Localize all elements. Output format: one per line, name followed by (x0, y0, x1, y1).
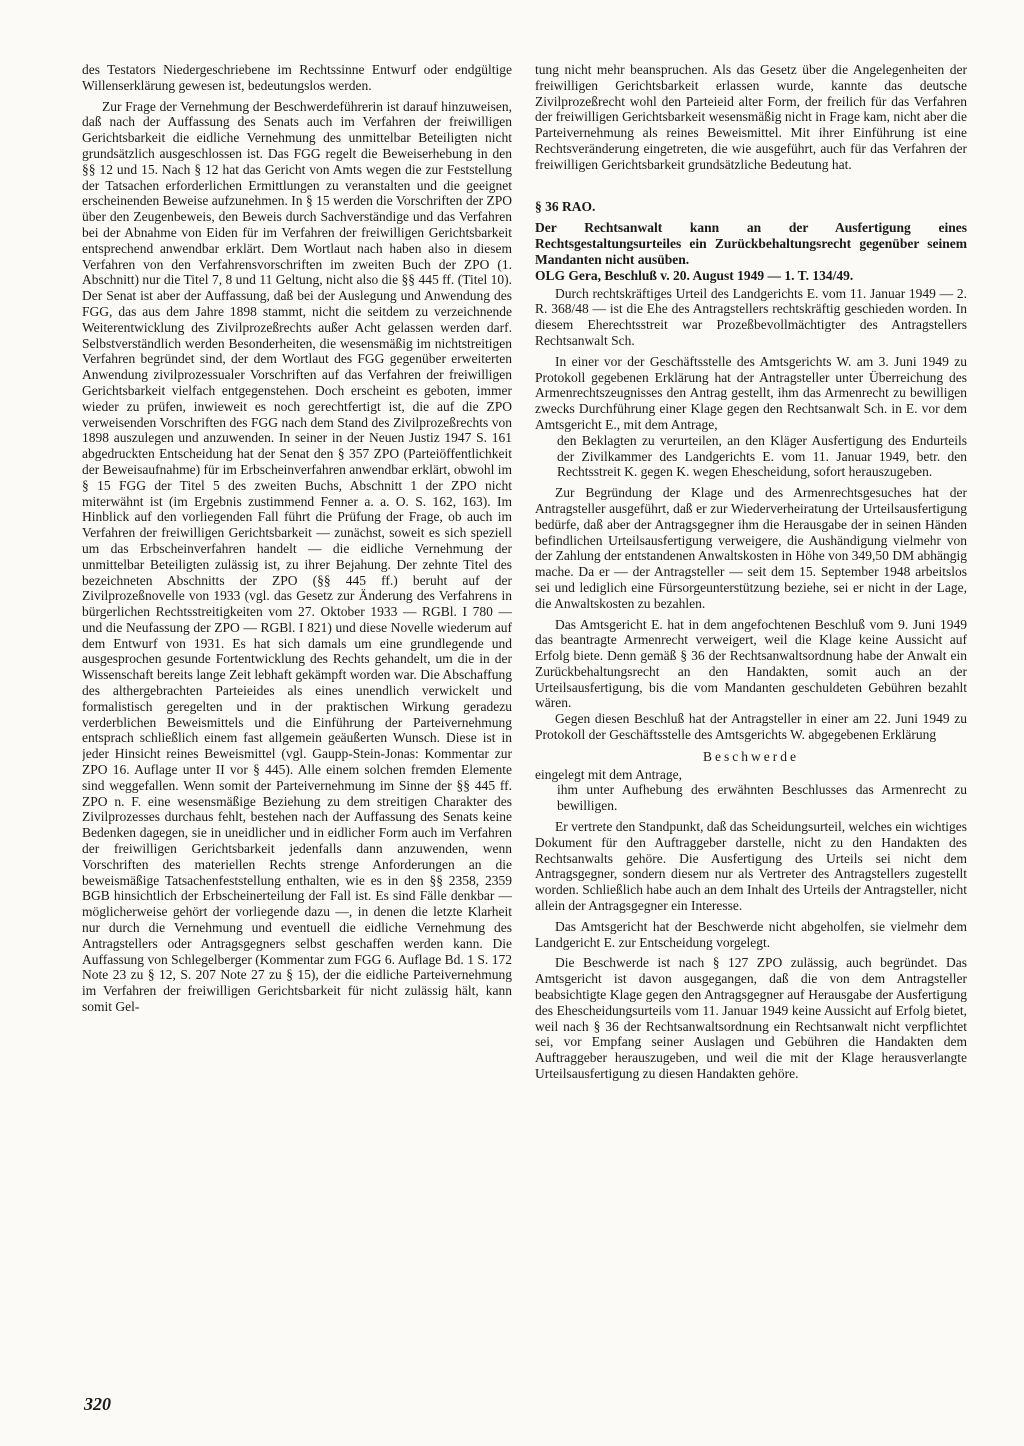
left-para-2: Zur Frage der Vernehmung der Beschwerdeführerin ist darauf hinzuweisen, daß nach der Auffassung des Senats auch im Verfahren der freiwilligen Gerichtsbarkeit die eidliche Vernehmung des unmittelbar Beteiligten nicht grundsätzlich ausgeschlossen ist. Das FGG regelt die Beweiserhebung in den §§ 12 und 15. Nach § 12 hat das Gericht von Amts wegen die zur Feststellung der Tatsachen erforderlichen Ermittlungen zu veranstalten und die geeignet erscheinenden Beweise aufzunehmen. In § 15 werden die Vorschriften der ZPO über den Zeugenbeweis, den Beweis durch Sachverständige und das Verfahren bei der Abnahme von Eiden für im Verfahren der freiwilligen Gerichtsbarkeit entsprechend anwendbar erklärt. Dem Wortlaut nach haben also in diesem Verfahren von den Verfahrensvorschriften im zweiten Buch der ZPO (1. Abschnitt) nur die Titel 7, 8 und 11 Geltung, nicht also die §§ 445 ff. (Titel 10). Der Senat ist aber der Auffassung, daß bei der Auslegung und Anwendung des FGG, das aus dem Jahre 1898 stammt, nicht die seitdem zu verzeichnende Weiterentwicklung des Zivilprozeßrechts außer Acht gelassen werden darf. Selbstverständlich werden Besonderheiten, die wesensmäßig im nichtstreitigen Verfahren begründet sind, der dem Wortlaut des FGG gegenüber erweiterten Anwendung zivilprozessualer Vorschriften auf das Verfahren der freiwilligen Gerichtsbarkeit vielfach entgegenstehen. Doch erscheint es geboten, immer wieder zu prüfen, inwieweit es noch gerechtfertigt ist, die auf die ZPO verweisenden Vorschriften des FGG nach dem Stand des Zivilprozeßrechts von 1898 auszulegen und anzuwenden. In seiner in der Neuen Justiz 1947 S. 161 abgedruckten Entscheidung hat der Senat den § 357 ZPO (Parteiöffentlichkeit der Beweisaufnahme) für im Erbscheinverfahren anwendbar erklärt, obwohl im § 15 FGG der Titel 5 des zweiten Buchs, Abschnitt 1 der ZPO nicht miterwähnt ist (im Ergebnis zustimmend Fenner a. a. O. S. 162, 163). Im Hinblick auf den vorliegenden Fall führt die Prüfung der Frage, ob auch im Verfahren der freiwilligen Gerichtsbarkeit — zunächst, soweit es sich speziell um das Erbscheinverfahren handelt — die eidliche Vernehmung der unmittelbar Beteiligten zulässig ist, zu ihrer Bejahung. Der zehnte Titel des bezeichneten Abschnitts der ZPO (§§ 445 ff.) beruht auf der Zivilprozeßnovelle von 1933 (vgl. das Gesetz zur Änderung des Verfahrens in bürgerlichen Rechtsstreitigkeiten vom 27. Oktober 1933 — RGBl. I 780 — und die Neufassung der ZPO — RGBl. I 821) und diese Novelle wiederum auf dem Entwurf von 1931. Es hat sich damals um eine grundlegende und ausgesprochen gesunde Fortentwicklung des Rechts gehandelt, um die in der Wissenschaft bereits lange Zeit lebhaft gekämpft worden war. Die Abschaffung des althergebrachten Parteieides als eines unendlich verwickelt und formalistisch geregelten und in der praktischen Wirkung geradezu verderblichen Beweismittels und die Einführung der Parteivernehmung entsprach schließlich einem fast allgemein geäußerten Wunsch. Diese ist in jeder Hinsicht reines Beweismittel (vgl. Gaupp-Stein-Jonas: Kommentar zur ZPO 16. Auflage unter II vor § 445). Alle einem solchen fremden Elemente sind weggefallen. Wenn somit der Parteivernehmung im Sinne der §§ 445 ff. ZPO n. F. eine wesensmäßige Beziehung zu dem streitigen Charakter des Zivilprozesses durchaus fehlt, bestehen nach der Auffassung des Senats keine Bedenken dagegen, sie in uneidlicher und in eidlicher Form auch im Verfahren der freiwilligen Gerichtsbarkeit jedenfalls dann anzuwenden, wenn Vorschriften des materiellen Rechts strenge Anforderungen an die beweismäßige Tatsachenfeststellung enthalten, wie es in den §§ 2358, 2359 BGB hinsichtlich der Erbscheinerteilung der Fall ist. Es sind Fälle denkbar — möglicherweise gehört der vorliegende dazu —, in denen die letzte Klarheit nur durch die Vernehmung und eventuell die eidliche Vernehmung des Antragstellers oder Antragsgegners selbst geschaffen werden kann. Die Auffassung von Schlegelberger (Kommentar zum FGG 6. Auflage Bd. 1 S. 172 Note 23 zu § 12, S. 207 Note 27 zu § 15), der die eidliche Parteivernehmung im Verfahren der freiwilligen Gerichtsbarkeit für nicht zulässig hält, kann somit Gel- (82, 98, 512, 1015)
left-column (82, 62, 512, 1392)
quote-1: den Beklagten zu verurteilen, an den Kläger Ausfertigung des Endurteils der Zivilkammer des Landgerichts E. vom 11. Januar 1949, betr. den Rechtsstreit K. gegen K. wegen Ehescheidung, sofort herauszugeben. (557, 432, 967, 480)
page-number: 320 (84, 1394, 111, 1414)
para-2: In einer vor der Geschäftsstelle des Amtsgerichts W. am 3. Juni 1949 zu Protokoll gegebenen Erklärung hat der Antragsteller unter Überreichung des Armenrechtszeugnisses den Antrag gestellt, ihm das Armenrecht zu bewilligen zwecks Durchführung einer Klage gegen den Rechtsanwalt Sch. in E. vor dem Amtsgericht E., mit dem Antrage, (535, 353, 967, 432)
section-heading: § 36 RAO. (535, 198, 596, 214)
para-1: Durch rechtskräftiges Urteil des Landgerichts E. vom 11. Januar 1949 — 2. R. 368/48 — ist die Ehe des Antragstellers rechtskräftig geschieden worden. In diesem Eherechtsstreit war Prozeßbevollmächtigter des Antragstellers Rechtsanwalt Sch. (535, 285, 967, 348)
left-para-1: des Testators Niedergeschriebene im Rechtssinne Entwurf oder endgültige Willenserklärung gewesen ist, bedeutungslos werden. (82, 62, 512, 93)
para-8: Das Amtsgericht hat der Beschwerde nicht abgeholfen, sie vielmehr dem Landgericht E. zur Entscheidung vorgelegt. (535, 918, 967, 950)
para-6: eingelegt mit dem Antrage, (535, 766, 682, 782)
right-column (535, 62, 967, 1392)
para-4: Das Amtsgericht E. hat in dem angefochtenen Beschluß vom 9. Juni 1949 das beantragte Armenrecht verweigert, weil die Klage keine Aussicht auf Erfolg biete. Denn gemäß § 36 der Rechtsanwaltsordnung habe der Anwalt ein Zurückbehaltungsrecht an den Handakten, somit auch an der Urteilsausfertigung, bis die vom Mandanten geschuldeten Gebühren bezahlt wären. (535, 616, 967, 711)
right-continuation: tung nicht mehr beanspruchen. Als das Gesetz über die Angelegenheiten der freiwilligen Gerichtsbarkeit erlassen wurde, kannte das deutsche Zivilprozeßrecht wohl den Parteieid alter Form, der freilich für das Verfahren der freiwilligen Gerichtsbarkeit wesensmäßig nicht in Frage kam, nicht aber die Parteivernehmung als reines Beweismittel. Mit ihrer Einführung ist eine Rechtsveränderung eingetreten, die wie ausgeführt, auch für das Verfahren der freiwilligen Gerichtsbarkeit grundsätzliche Bedeutung hat. (535, 62, 967, 172)
para-7: Er vertrete den Standpunkt, daß das Scheidungsurteil, welches ein wichtiges Dokument für den Auftraggeber darstelle, nicht zu den Handakten des Rechtsanwalts gehöre. Die Ausfertigung des Urteils sei nicht dem Antragsgegner, sondern diesem nur als Vertreter des Antragstellers zugestellt worden. Schließlich habe auch an dem Inhalt des Urteils der Antragsteller, nicht allein der Antragsgegner ein Interesse. (535, 819, 967, 914)
beschwerde-heading: Beschwerde (703, 748, 799, 764)
para-5: Gegen diesen Beschluß hat der Antragsteller in einer am 22. Juni 1949 zu Protokoll der Geschäftsstelle des Amtsgerichts W. abgegebenen Erklärung (535, 711, 967, 743)
para-3: Zur Begründung der Klage und des Armenrechtsgesuches hat der Antragsteller ausgeführt, daß er zur Wiederverheiratung der Urteilsausfertigung bedürfe, daß aber der Antragsgegner ihm die Herausgabe der in seinen Händen befindlichen Urteilsausfertigung verweigere, die Aushändigung vielmehr von der Zahlung der entstandenen Anwaltskosten in Höhe von 349,50 DM abhängig mache. Da er — der Antragsteller — seit dem 15. September 1948 arbeitslos sei und lediglich eine Fürsorgeunterstützung beziehe, sei er nicht in der Lage, die Anwaltskosten zu bezahlen. (535, 485, 967, 611)
headnote: Der Rechtsanwalt kann an der Ausfertigung eines Rechtsgestaltungsurteiles ein Zurückbehaltungsrecht gegenüber seinem Mandanten nicht ausüben. (535, 220, 967, 267)
para-9: Die Beschwerde ist nach § 127 ZPO zulässig, auch begründet. Das Amtsgericht ist davon ausgegangen, daß die von dem Antragsteller beabsichtigte Klage gegen den Antragsgegner auf Herausgabe der Ausfertigung des Ehescheidungsurteils vom 11. Januar 1949 keine Aussicht auf Erfolg bietet, weil nach § 36 der Rechtsanwaltsordnung ein Rechtsanwalt nicht verpflichtet sei, vor Empfang seiner Auslagen und Gebühren die Handakten dem Auftraggeber herauszugeben, und weil die mit der Klage herausverlangte Urteilsausfertigung zu diesen Handakten gehöre. (535, 955, 967, 1082)
quote-2: ihm unter Aufhebung des erwähnten Beschlusses das Armenrecht zu bewilligen. (557, 782, 967, 814)
court-line: OLG Gera, Beschluß v. 20. August 1949 — 1. T. 134/49. (535, 267, 854, 283)
